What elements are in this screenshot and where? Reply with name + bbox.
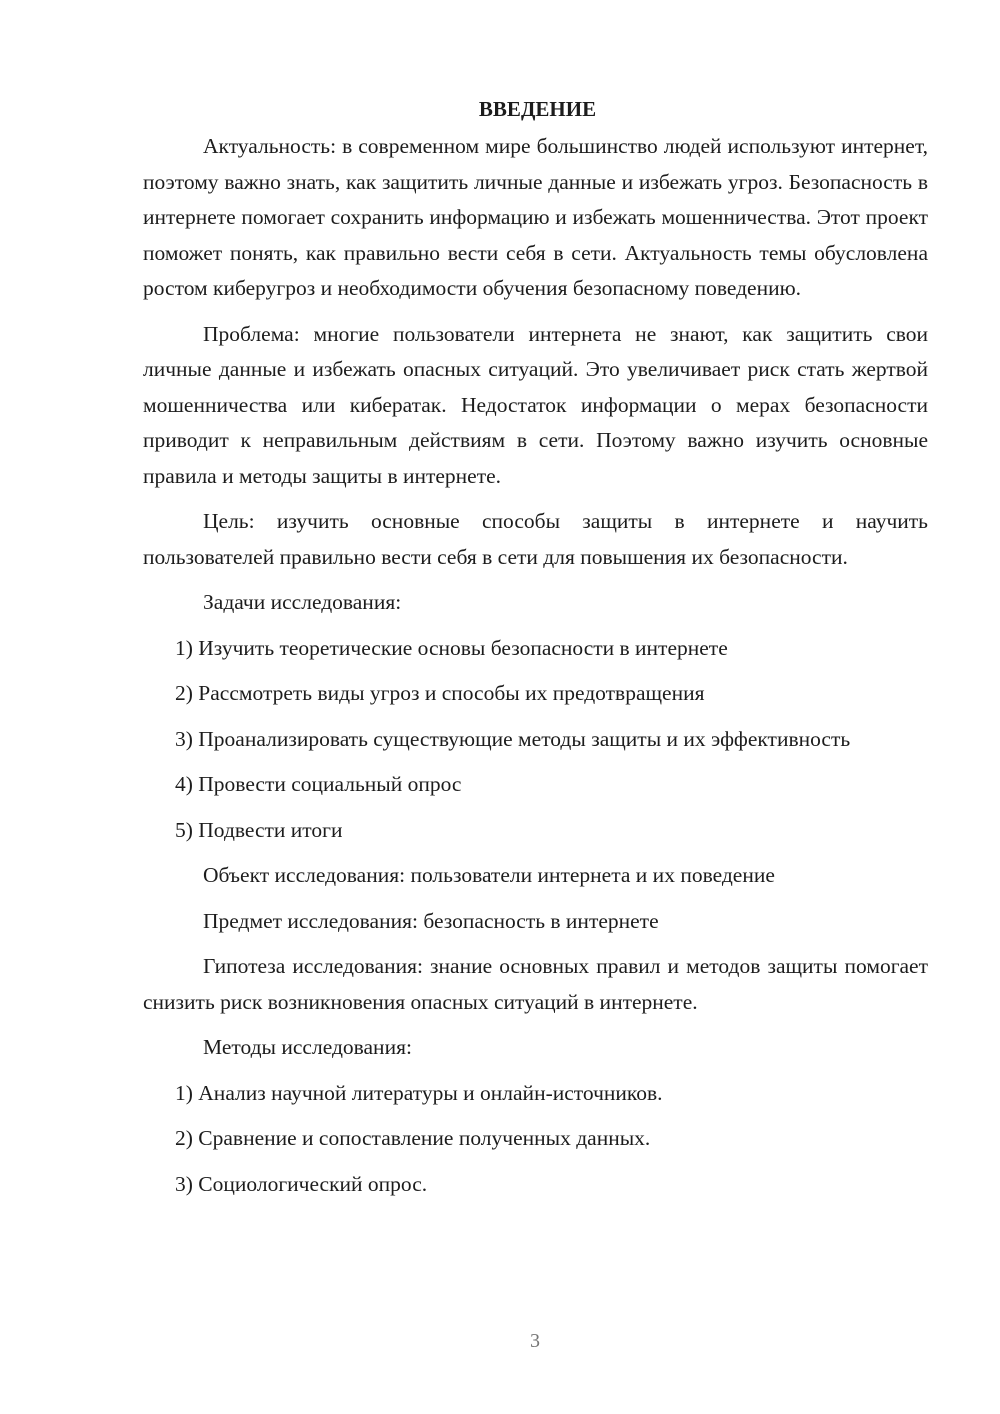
method-item-2: 2) Сравнение и сопоставление полученных данных. [175,1126,651,1150]
methods-title: Методы исследования: [203,1035,412,1059]
task-item-4: 4) Провести социальный опрос [175,772,462,796]
document-body [143,92,928,1212]
page-number: 3 [530,1330,540,1352]
hypothesis-paragraph: Гипотеза исследования: знание основных правил и методов защиты помогает снизить риск возникновения опасных ситуаций в интернете. [143,954,928,1014]
research-object: Объект исследования: пользователи интернета и их поведение [203,863,775,887]
task-item-5: 5) Подвести итоги [175,817,343,842]
tasks-title: Задачи исследования: [203,590,402,614]
task-item-2: 2) Рассмотреть виды угроз и способы их предотвращения [175,681,705,705]
goal-paragraph: Цель: изучить основные способы защиты в интернете и научить пользователей правильно вести себя в сети для повышения их безопасности. [143,509,928,569]
method-item-3: 3) Социологический опрос. [175,1171,428,1196]
task-item-3: 3) Проанализировать существующие методы защиты и их эффективность [175,726,851,751]
task-item-1: 1) Изучить теоретические основы безопасности в интернете [175,635,728,660]
relevance-paragraph: Актуальность: в современном мире большинство людей используют интернет, поэтому важно знать, как защитить личные данные и избежать угроз. Безопасность в интернете помогает сохранить информацию и избежать мошенничества. Этот проект поможет понять, как правильно вести себя в сети. Актуальность темы обусловлена ростом киберугроз и необходимости обучения безопасному поведению. [143,134,928,300]
research-subject: Предмет исследования: безопасность в интернете [203,908,659,933]
problem-paragraph: Проблема: многие пользователи интернета не знают, как защитить свои личные данные и избежать опасных ситуаций. Это увеличивает риск стать жертвой мошенничества или кибератак. Недостаток информации о мерах безопасности приводит к неправильным действиям в сети. Поэтому важно изучить основные правила и методы защиты в интернете. [143,321,928,488]
section-heading: ВВЕДЕНИЕ [478,97,597,121]
method-item-1: 1) Анализ научной литературы и онлайн-источников. [175,1080,663,1105]
